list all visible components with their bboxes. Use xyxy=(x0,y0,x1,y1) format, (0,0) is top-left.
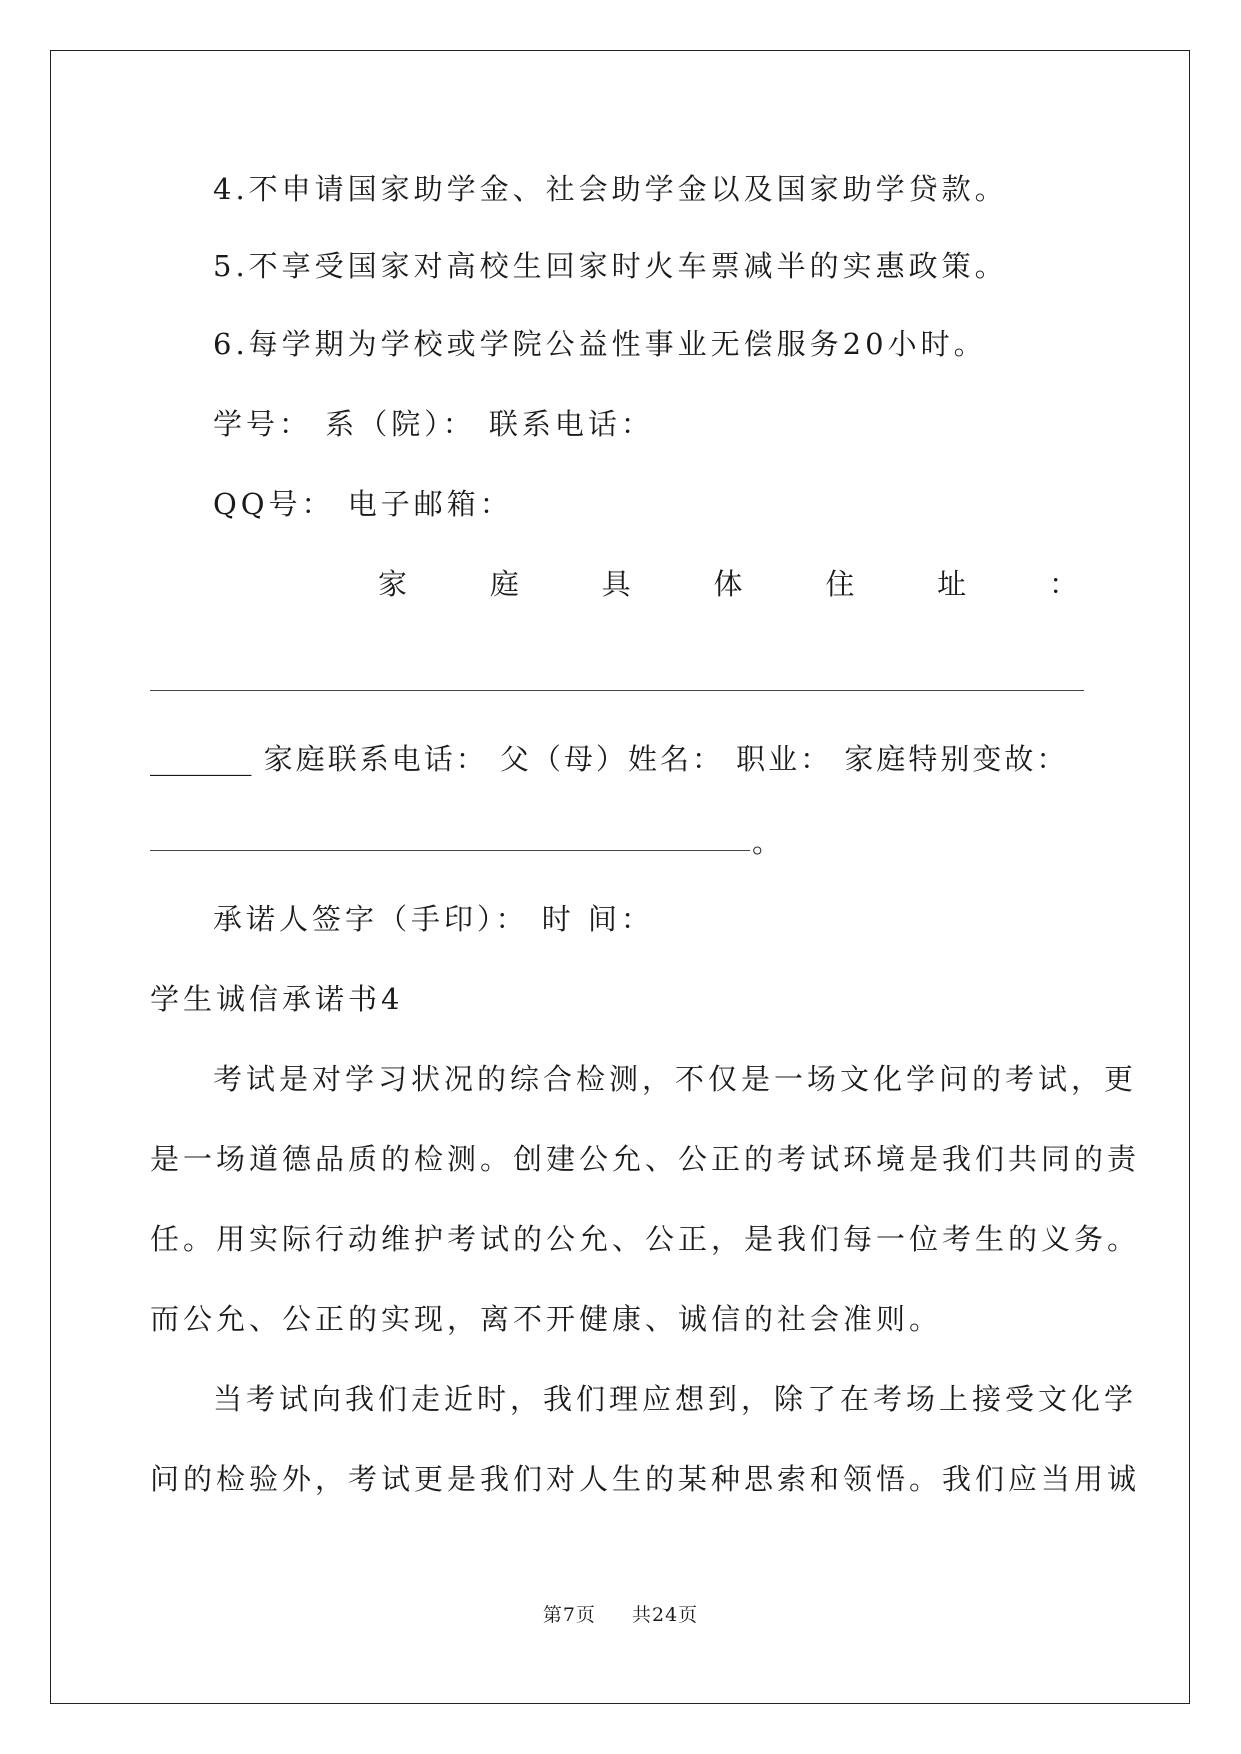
paragraph-line: 而公允、公正的实现，离不开健康、诚信的社会准则。 xyxy=(150,1302,943,1336)
page-border xyxy=(50,50,1190,1704)
address-char: ： xyxy=(1048,567,1078,601)
family-change-blank-line xyxy=(150,850,750,851)
item-5: 5.不享受国家对高校生回家时火车票减半的实惠政策。 xyxy=(213,249,1008,283)
paragraph-line: 是一场道德品质的检测。创建公允、公正的考试环境是我们共同的责 xyxy=(150,1142,1141,1176)
paragraph-line: 当考试向我们走近时，我们理应想到，除了在考场上接受文化学 xyxy=(213,1382,1138,1416)
page-number: 第7页 xyxy=(542,1604,596,1626)
section-title: 学生诚信承诺书4 xyxy=(150,982,404,1016)
home-address-label xyxy=(378,567,1078,601)
signature-line: 承诺人签字（手印）： 时 间： xyxy=(213,902,654,936)
page-total: 共24页 xyxy=(632,1604,699,1626)
address-char: 体 xyxy=(713,567,743,601)
contact-info-line: QQ号： 电子邮箱： xyxy=(213,487,513,521)
paragraph-line: 问的检验外，考试更是我们对人生的某种思索和领悟。我们应当用诚 xyxy=(150,1462,1141,1496)
family-blank: _______ xyxy=(150,742,252,776)
family-info-line xyxy=(150,742,1069,776)
family-info-text: 家庭联系电话： 父（母）姓名： 职业： 家庭特别变故： xyxy=(263,742,1069,776)
address-blank-line xyxy=(150,690,1084,691)
address-char: 住 xyxy=(825,567,855,601)
item-6: 6.每学期为学校或学院公益性事业无偿服务20小时。 xyxy=(213,327,987,361)
address-char: 址 xyxy=(937,567,967,601)
address-char: 具 xyxy=(601,567,631,601)
address-char: 家 xyxy=(378,567,408,601)
paragraph-line: 考试是对学习状况的综合检测，不仅是一场文化学问的考试，更 xyxy=(213,1062,1138,1096)
address-char: 庭 xyxy=(489,567,519,601)
item-4: 4.不申请国家助学金、社会助学金以及国家助学贷款。 xyxy=(213,172,1008,206)
student-info-line: 学号： 系（院）： 联系电话： xyxy=(213,407,654,441)
page-footer xyxy=(0,1600,1241,1627)
paragraph-line: 任。用实际行动维护考试的公允、公正，是我们每一位考生的义务。 xyxy=(150,1222,1141,1256)
line-end-mark: 。 xyxy=(752,825,786,859)
